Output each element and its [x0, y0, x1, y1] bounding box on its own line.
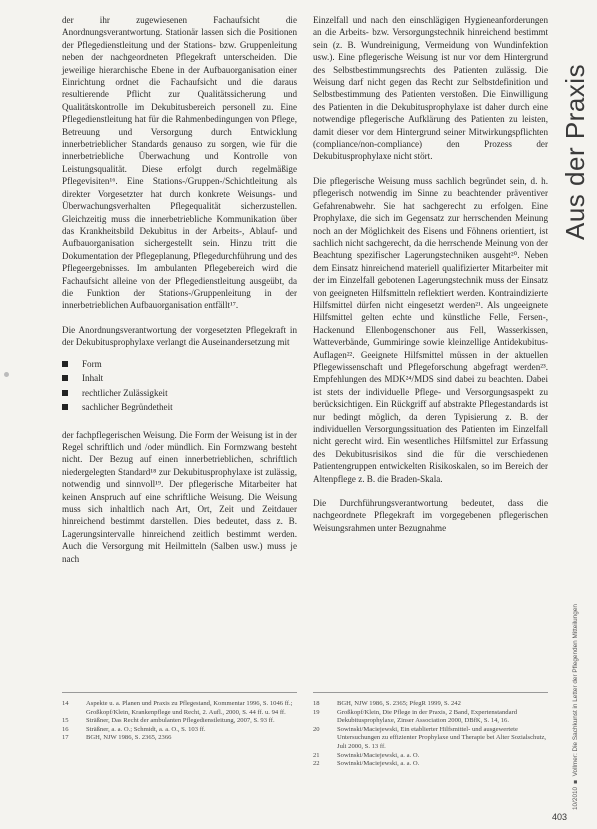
right-paragraph-1: Einzelfall und nach den einschlägigen Hygieneanforderungen an die Arbeits- bzw. Versorgungstechnik hinreichend bestimmt sein (z. B. Wundreinigung, Vermeidung von Wundinfektion usw.). Eine pflegerische Weisung ist nur vor dem Hintergrund des Selbstbestimmungsrechts des Patienten zulässig. Die Weisung darf nicht gegen das Recht zur Selbstdefinition und Selbstbestimmung des Patienten verstoßen. Die Einwilligung des Patienten in die Dekubitusprophylaxe ist daher durch eine notwendige pflegerische Aufklärung des Patienten zu leisten, damit dieser vor dem Hintergrund seiner Mitwirkungspflichten (compliance/non-compliance) den Prozess der Dekubitusprophylaxe nicht stört.	[313, 15, 548, 162]
footnote-text: Sträßner, a. a. O.; Schmidt, a. a. O., S. 103 ff.	[86, 725, 206, 733]
bullet-square-icon	[62, 404, 68, 410]
bullet-text: Form	[82, 358, 102, 369]
footnote-number: 22	[313, 760, 320, 768]
footnote-number: 17	[62, 734, 69, 742]
footnote-number: 18	[313, 700, 320, 707]
bullet-square-icon	[62, 361, 68, 367]
footnotes-right	[313, 700, 548, 769]
right-column	[313, 14, 548, 546]
bullet-square-icon	[62, 375, 68, 381]
footnote-number: 16	[62, 725, 69, 733]
left-paragraph-3: der fachpflegerischen Weisung. Die Form der Weisung ist in der Regel schriftlich und /oder mündlich. Ein Formzwang besteht nicht. Der Bezug auf einen innerbetrieblichen, schriftlich niedergelegten Standard¹⁸ zur Dekubitusprophylaxe ist zulässig, notwendig und sinnvoll¹⁹. Der pflegerische Mitarbeiter hat keinen Anspruch auf eine schriftliche Weisung. Die Weisung muss sich inhaltlich nach Art, Ort, Zeit und Zeitdauer hinreichend bestimmt darstellen. Dies bedeutet, dass z. B. Lagerungsintervalle hinreichend zeitlich bestimmt werden. Auch die Versorgung mit Heilmitteln (Salben usw.) muss je nach	[62, 429, 297, 564]
footnote-divider	[313, 692, 548, 693]
footnote-text: Sowinski/Maciejewski, a. a. O.	[337, 760, 420, 768]
footnote-text: BGH, NJW 1986, S. 2365, 2366	[86, 734, 172, 742]
bullet-item	[62, 357, 297, 372]
right-paragraph-3: Die Durchführungsverantwortung bedeutet, dass die nachgeordnete Pflegekraft im vorgegebenen pflegerischen Weisungsrahmen unter Bezugnahme	[313, 498, 548, 533]
footnote-text: Aspekte u. a. Planen und Praxis zu Pflegestand, Kommentar 1996, S. 1046 ff.; Großkopf/Klein, Krankenpflege und Recht, 2. Aufl., 2000, S. 44 ff. u. 94 ff.	[86, 700, 293, 716]
footnote-text: BGH, NJW 1986, S. 2365; PfegR 1999, S. 242	[337, 700, 461, 707]
footnote-divider	[62, 692, 297, 693]
footnote-number: 15	[62, 717, 69, 725]
footnote	[313, 726, 548, 752]
bullet-item	[62, 371, 297, 386]
footnote	[313, 700, 548, 709]
bullet-list	[62, 357, 297, 415]
footnotes-left	[62, 700, 297, 743]
footnote-number: 20	[313, 725, 320, 733]
footnote-text: Sowinski/Maciejewski, a. a. O.	[337, 751, 420, 759]
footnote-number: 14	[62, 700, 69, 707]
footnote-number: 21	[313, 751, 320, 759]
bullet-item	[62, 400, 297, 415]
footnote	[62, 734, 297, 743]
footnote	[62, 700, 297, 717]
left-paragraph-2: Die Anordnungsverantwortung der vorgesetzten Pflegekraft in der Dekubitusprophylaxe verlangt die Auseinandersetzung mit	[62, 324, 297, 348]
section-title: Aus der Praxis	[560, 63, 590, 240]
bullet-square-icon	[62, 390, 68, 396]
footnote-number: 19	[313, 708, 320, 716]
footnote	[62, 726, 297, 735]
footnote	[313, 760, 548, 769]
left-paragraph-1: der ihr zugewiesenen Fachaufsicht die Anordnungsverantwortung. Stationär lassen sich die Positionen der Pflegedienstleitung und der Stations- bzw. Gruppenleitung neben der nachgeordneten Pflegekraft unterscheiden. Die jeweilige hierarchische Ebene in der Aufbauorganisation einer Einrichtung ordnet die Fachaufsicht und die daraus resultierende Pflicht zur Qualitätssicherung und Qualitätskontrolle im Dekubitusbereich personell zu. Eine Pflegedienstleitung hat für die Rahmenbedingungen von Pflege, Betreuung und Versorgung durch Entwicklung innerbetrieblicher Standards genauso zu sorgen, wie für die innerbetriebliche Überwachung und Kontrolle von Leistungsqualität. Diese erfolgt durch regelmäßige Pflegevisiten¹⁶. Eine Stations-/Gruppen-/Schichtleitung als direkter Vorgesetzter hat durch konkrete Weisungs- und Überwachungsverhalten Pflegequalität sicherzustellen. Gleichzeitig muss die innerbetriebliche Kommunikation über das Krankheitsbild Dekubitus in der Arbeits-, Ablauf- und Aufbauorganisation sichergestellt sein. Hinzu tritt die Dokumentation der Pflegeplanung, Pflegedurchführung und des Pflegeergebnisses. Im ambulanten Pflegebereich wird die Fachaufsicht alleine von der Pflegedienstleitung ausgeübt, da die Funktion der Stations-/Gruppenleitung in der innerbetrieblichen Aufbauorganisation entfällt¹⁷.	[62, 15, 297, 311]
source-line: 10/2010 ■ Vollmer: Die Sachkunst in Letter der Pflegenden Mitteilungen	[572, 604, 579, 810]
margin-mark	[4, 372, 9, 377]
page-number: 403	[552, 812, 568, 822]
bullet-text: Inhalt	[82, 373, 104, 384]
footnote-text: Sträßner, Das Recht der ambulanten Pflegedienstleitung, 2007, S. 93 ff.	[86, 717, 275, 725]
bullet-text: rechtlicher Zulässigkeit	[82, 387, 168, 398]
bullet-item	[62, 386, 297, 401]
footnote	[62, 717, 297, 726]
footnote	[313, 752, 548, 761]
right-paragraph-2: Die pflegerische Weisung muss sachlich begründet sein, d. h. pflegerisch notwendig im Sinne zu beachtender präventiver Gefahrenabwehr. Sie hat sachgerecht zu erfolgen. Eine Prophylaxe, die sich im Gegensatz zur herrschenden Meinung noch an der Möglichkeit des Eisens und Föhnens orientiert, ist sachlich nicht sachgerecht, da die herrschende Meinung von der Beachtung spezifischer Lagerungstechniken ausgeht²⁰. Neben dem Einsatz hinreichend materiell qualifizierter Mitarbeiter mit der im Einzelfall gebotenen Lagerungstechnik muss der Einsatz von geeigneten Hilfsmitteln reflektiert werden. Kontraindizierte Hilfsmittel dürfen nicht eingesetzt werden²¹. Als ungeeignete Hilfsmittel gelten echte und künstliche Felle, Fersen-, Hackenund Ellenbogenschoner aus Fell, Wasserkissen, Watteverbände, Gummiringe sowie kleinzellige Antidekubitus-Auflagen²². Geeignete Hilfsmittel müssen in der aktuellen Pflegewissenschaft und Pflegeforschung abgefragt werden²³. Empfehlungen des MDK²⁴/MDS sind dabei zu beachten. Dabei ist stets der individuelle Pflege- und Versorgungsaspekt zu berücksichtigen. Ein Rückgriff auf abstrakte Pflegestandards ist nur bedingt möglich, da deren Typisierung z. B. der individuellen Versorgungssituation des Patienten im Einzelfall nicht gerecht wird. Ein wesentliches Hilfsmittel zur Erfassung des Dekubitusrisikos sind die für die verschiedenen Patientengruppen entwickelten Risikoskalen, so im Bereich der Altenpflege z. B. die Braden-Skala.	[313, 175, 548, 484]
footnote-text: Sowinski/Maciejewski, Ein etablierter Hilfsmittel- und ausgewertete Untersuchungen zu effizienter Prophylaxe und Therapie bei Alter Sozialschutz, Juli 2000, S. 13 ff.	[337, 725, 547, 750]
bullet-text: sachlicher Begründetheit	[82, 402, 173, 413]
left-column	[62, 14, 297, 577]
footnote	[313, 709, 548, 726]
footnote-text: Großkopf/Klein, Die Pflege in der Praxis, 2 Band, Expertenstandard Dekubitusprophylaxe, Zinser Association 2000, DBfK, S. 14, 16.	[337, 708, 518, 725]
